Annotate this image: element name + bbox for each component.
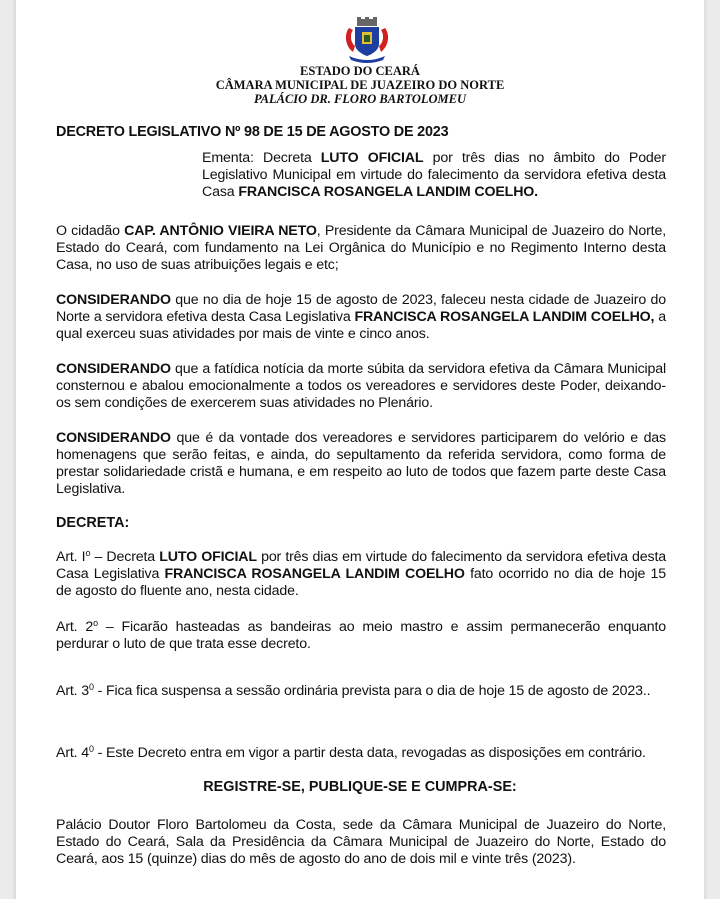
ementa-bold-name: FRANCISCA ROSANGELA LANDIM COELHO.: [238, 184, 538, 200]
ementa-bold-luto: LUTO OFICIAL: [320, 150, 424, 166]
considerando-text: a qual exerceu suas atividades por mais de vinte e cinco anos.: [56, 309, 666, 342]
article-text: – Ficarão hasteadas as bandeiras ao meio mastro e assim permanecerão enquanto perdurar o luto de que trata esse decreto.: [56, 619, 666, 652]
ementa-text: Ementa: Decreta: [202, 150, 321, 166]
article-number: Art. 4: [56, 745, 90, 761]
article-number: Art. 2: [56, 619, 94, 635]
considerando-label: CONSIDERANDO: [56, 361, 171, 377]
considerando-paragraph-1: [56, 292, 666, 343]
article-number: Art. 3: [56, 683, 90, 699]
article-bold-luto: LUTO OFICIAL: [159, 549, 257, 565]
viewer-margin-left: [0, 0, 16, 899]
registre-heading: REGISTRE-SE, PUBLIQUE-SE E CUMPRA-SE:: [203, 779, 517, 795]
considerando-text: que é da vontade dos vereadores e servidores participarem do velório e das homenagens que serão feitas, e ainda, do sepultamento da referida servidora, como forma de prestar solidariedade cristã e humana, e em respeito ao luto de todos que fazem parte deste Casa Legislativa.: [56, 430, 666, 497]
article-4: [56, 741, 666, 762]
article-text: – Decreta: [90, 549, 160, 565]
article-bold-name: FRANCISCA ROSANGELA LANDIM COELHO: [164, 566, 465, 582]
preamble-paragraph: [56, 223, 666, 274]
header-state: ESTADO DO CEARÁ: [300, 64, 420, 78]
article-ordinal: o: [85, 548, 91, 558]
considerando-text: que a fatídica notícia da morte súbita da servidora efetiva da Câmara Municipal consternou e abalou emocionalmente a todos os vereadores e servidores deste Poder, deixando-os sem condições de exercerem suas atividades no Plenário.: [56, 361, 666, 411]
closing-paragraph: Palácio Doutor Floro Bartolomeu da Costa, sede da Câmara Municipal de Juazeiro do Norte, Estado do Ceará, Sala da Presidência da Câmara Municipal de Juazeiro do Norte, Estado do Ceará, aos 15 (quinze) dias do mês de agosto do ano de dois mil e vinte três (2023).: [56, 817, 666, 867]
considerando-label: CONSIDERANDO: [56, 430, 171, 446]
article-text: por três dias em virtude do falecimento da servidora efetiva desta Casa Legislativa: [56, 549, 666, 582]
decree-title: DECRETO LEGISLATIVO Nº 98 DE 15 DE AGOSTO DE 2023: [56, 124, 449, 140]
article-text: fato ocorrido no dia de hoje 15 de agosto do fluente ano, nesta cidade.: [56, 566, 666, 599]
decreta-heading: DECRETA:: [56, 515, 130, 531]
article-ordinal: 0: [89, 744, 94, 754]
considerando-paragraph-2: [56, 361, 666, 412]
ementa-text: por três dias no âmbito do Poder Legislativo Municipal em virtude do falecimento da servidora efetiva desta Casa: [202, 150, 666, 200]
header-chamber: CÂMARA MUNICIPAL DE JUAZEIRO DO NORTE: [215, 78, 505, 92]
document-page: [16, 0, 704, 899]
article-1: [56, 545, 666, 600]
preamble-text: , Presidente da Câmara Municipal de Juazeiro do Norte, Estado do Ceará, com fundamento na Lei Orgânica do Município e no Regimento Interno desta Casa, no uso de suas atribuições legais e etc;: [56, 223, 666, 273]
article-ordinal: 0: [89, 682, 94, 692]
considerando-text: que no dia de hoje 15 de agosto de 2023, faleceu nesta cidade de Juazeiro do Norte a servidora efetiva desta Casa Legislativa: [56, 292, 666, 325]
considerando-paragraph-3: [56, 430, 666, 498]
preamble-text: O cidadão: [56, 223, 125, 239]
article-2: [56, 615, 666, 653]
considerando-label: CONSIDERANDO: [56, 292, 171, 308]
preamble-bold-president: CAP. ANTÔNIO VIEIRA NETO: [124, 223, 317, 239]
coat-of-arms-icon: [341, 16, 393, 64]
considerando-bold-name: FRANCISCA ROSANGELA LANDIM COELHO,: [354, 309, 655, 325]
article-ordinal: o: [93, 618, 98, 628]
header-palace: PALÁCIO DR. FLORO BARTOLOMEU: [253, 92, 467, 106]
article-text: - Este Decreto entra em vigor a partir desta data, revogadas as disposições em contrário.: [93, 745, 646, 761]
article-number: Art. I: [56, 549, 86, 565]
article-3: [56, 679, 666, 700]
ementa-paragraph: [202, 150, 666, 201]
article-text: - Fica fica suspensa a sessão ordinária prevista para o dia de hoje 15 de agosto de 2023..: [93, 683, 651, 699]
viewer-margin-right: [704, 0, 720, 899]
